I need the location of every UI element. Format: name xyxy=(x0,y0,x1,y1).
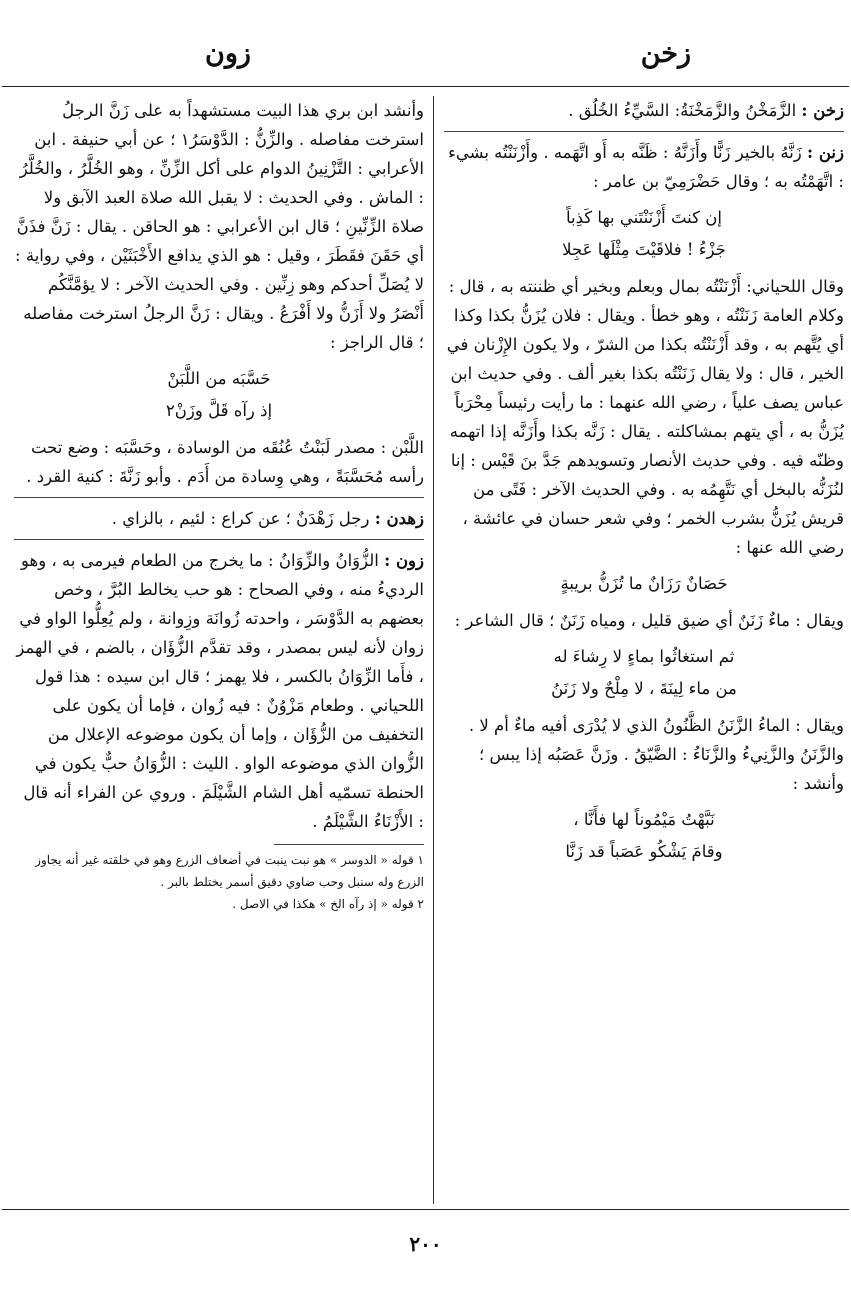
footnote-rule xyxy=(274,844,424,845)
footnote-1: ١ قوله « الدوسر » هو نبت ينبت في أضعاف الزرع وهو في خلقته غير أنه يجاوز الزرع وله سنبل وحب ضاوي دقيق أسمر يختلط بالبر . xyxy=(35,853,424,889)
verse-line: جَزْءُ ! فلاقَيْتَ مِثْلَها عَجِلا xyxy=(562,240,726,259)
entry-divider xyxy=(14,539,424,540)
entry-zhdn xyxy=(14,504,424,533)
entry-zkhn-text: الزَّمَخْنُ والزَّمَخْنَةُ: السَّيِّءُ الخُلُق . xyxy=(568,101,797,120)
left-column xyxy=(14,96,424,915)
verse-line: نَبَّهْتُ مَيْمُوناً لها فأَنَّا ، xyxy=(573,810,715,829)
column-divider xyxy=(433,96,434,1204)
verse-maymun xyxy=(444,804,844,868)
verse-line: وقامَ يَشْكُو عَصَباً قد زَنَّا xyxy=(565,842,723,861)
entry-divider xyxy=(444,131,844,132)
right-column xyxy=(444,96,844,874)
entry-zhdn-text: رجل زَهْدَنٌ ؛ عن كراع : لئيم ، بالزاي . xyxy=(111,509,370,528)
left-header-title: زون xyxy=(205,38,251,69)
page-number: ٢٠٠ xyxy=(409,1232,442,1256)
verse-rajiz xyxy=(14,363,424,427)
footnote-2: ٢ قوله « إذ رآه الخ » هكذا في الاصل . xyxy=(232,897,424,911)
paragraph: وأنشد ابن بري هذا البيت مستشهداً به على زَنَّ الرجلُ استرخت مفاصله . والزِّنُّ : الدَّوْسَرُ١ ؛ عن أبي حنيفة . ابن الأعرابي : التَّزْنِينُ الدوام على أكل الزِّنِّ ، وهو الخُلَّرُ ، والخُلَّرُ : الماش . وفي الحديث : لا يقبل الله صلاة العبد الآبق ولا صلاة الزِّنِّينِ ؛ قال ابن الأعرابي : هو الحاقن . يقال : زَنَّ فذَنَّ أي حَقَنَ فقَطَرَ ، وقيل : هو الذي يدافع الأَخْبَثَيْن ، وفي رواية : لا يُصَلِّ أحدكم وهو زِنِّين . وفي الحديث الآخر : لا يؤمَّنَّكُم أَنْصَرُ ولا أَزَنُّ ولا أَفْرَعُ . ويقال : زَنَّ الرجلُ استرخت مفاصله ؛ قال الراجز : xyxy=(15,101,424,352)
headword-zhdn: زهدن : xyxy=(374,509,424,528)
entry-divider xyxy=(14,497,424,498)
headword-zwn: زون : xyxy=(384,551,424,570)
verse-line: ثم استغاثُوا بماءٍ لا رِشاءَ له xyxy=(553,647,735,666)
headword-zkhn: زخن : xyxy=(801,101,844,120)
entry-zkhn xyxy=(444,96,844,125)
bottom-rule xyxy=(2,1209,849,1210)
verse-line: حَصَانٌ رَزَانٌ ما تُزَنُّ بريبةٍ xyxy=(560,574,728,593)
verse-line: إن كنتَ أَزْنَنْتَني بها كَذِباً xyxy=(566,208,722,227)
paragraph: اللَّبْن : مصدر لَبَنْتُ عُنُقَه من الوسادة ، وحَسَّبَه : وضع تحت رأسه مُحَسَّبَةً ، وهي وِسادة من أَدَم . وأبو زَنَّةَ : كنية القرد . xyxy=(26,438,424,486)
paragraph: ويقال : الماءُ الزَّنَنُ الظَّنُونُ الذي لا يُدْرَى أفيه ماءٌ أم لا . xyxy=(468,716,844,735)
entry-zwn xyxy=(14,546,424,836)
paragraph: والزَّنَنُ والزَّنِيءُ والزَّنَاءُ : الضَّيّقُ . وزَنَّ عَصَبُه إذا يبس ؛ وأنشد : xyxy=(479,745,844,793)
verse-poet xyxy=(444,641,844,705)
headword-znn: زنن : xyxy=(807,143,844,162)
verse-line: حَسَّبَه من اللَّبَنْ xyxy=(167,369,271,388)
verse-line: إذ رآه قَلَّ وزَنْ٢ xyxy=(165,401,273,420)
verse-hassan xyxy=(444,568,844,600)
paragraph: وقال اللحياني: أَزْنَنْتُه بمال وبعلم وبخير أي ظننته به ، قال : وكلام العامة زَنَنْتُه ، وهو خطأ . ويقال : فلان يُزَنُّ بكذا وكذا أي يُتَّهم به ، وقد أَزْنَنْتُه بكذا من الشرّ ، ولا يكون الإِزْنان في الخير ، قال : ولا يقال زَنَنْتُه بكذا بغير ألف . وفي حديث ابن عباس يصف علياً ، رضي الله عنهما : ما رأيت رئيساً مِحْرَباً يُزَنُّ به ، أي يتهم بمشاكلته . يقال : زَنَّه بكذا وأَزَنَّه إذا اتهمه وظنّه فيه . وفي حديث الأنصار وتسويدهم جَدَّ بنَ قَيْس : إنا لنُزَنُّه بالبخل أي نَتَّهِمُه به . وفي الحديث الآخر : فَتًى من قريش يُزَنُّ بشرب الخمر ؛ وفي شعر حسان في عائشة ، رضي الله عنها : xyxy=(446,277,844,557)
verse-hadrami xyxy=(444,202,844,266)
top-rule xyxy=(2,86,849,87)
entry-zwn-text: الزُّوَانُ والزِّوَانُ : ما يخرج من الطعام فيرمى به ، وهو الرديءُ منه ، وفي الصحاح : هو حب يخالط البُرَّ ، وخص بعضهم به الدَّوْسَر ، واحدته زُوانَة وزِوانة ، ولم يُعِلُّوا الواو في زوان لأنه ليس بمصدر ، وقد تقدَّم الزُّؤَان ، بالضم ، في الهمز ، فأَما الزِّوَانُ بالكسر ، فلا يهمز ؛ قال ابن سيده : هذا قول اللحياني . وطعام مَزْوُنٌ : فيه زُوان ، فإما أن يكون على التخفيف من الزُّؤَان ، وإما أن يكون موضوعه الإعلال من الزُّوان الذي موضوعه الواو . الليث : الزُّوَانُ حبٌّ يكون في الحنطة تسمّيه أهل الشام الشَّيْلَمَ . وروي عن الفراء أنه قال : الأَزْنَاءُ الشَّيْلَمُ . xyxy=(16,551,424,831)
verse-line: من ماء لِينَةَ ، لا مِلْحٌ ولا زَنَنُ xyxy=(551,679,737,698)
entry-znn-text: زَنَّهُ بالخير زَنًّا وأَزَنَّهُ : ظَنَّه به أَو اتَّهَمه . وأَزْنَنْتُه بشيء : اتَّهَمْتُه به ؛ وقال حَضْرَمِيّ بن عامر : xyxy=(448,143,844,191)
entry-znn xyxy=(444,138,844,196)
right-header-title: زخن xyxy=(640,38,691,69)
paragraph: ويقال : ماءٌ زَنَنٌ أي ضيق قليل ، ومياه زَنَنٌ ؛ قال الشاعر : xyxy=(454,611,844,630)
